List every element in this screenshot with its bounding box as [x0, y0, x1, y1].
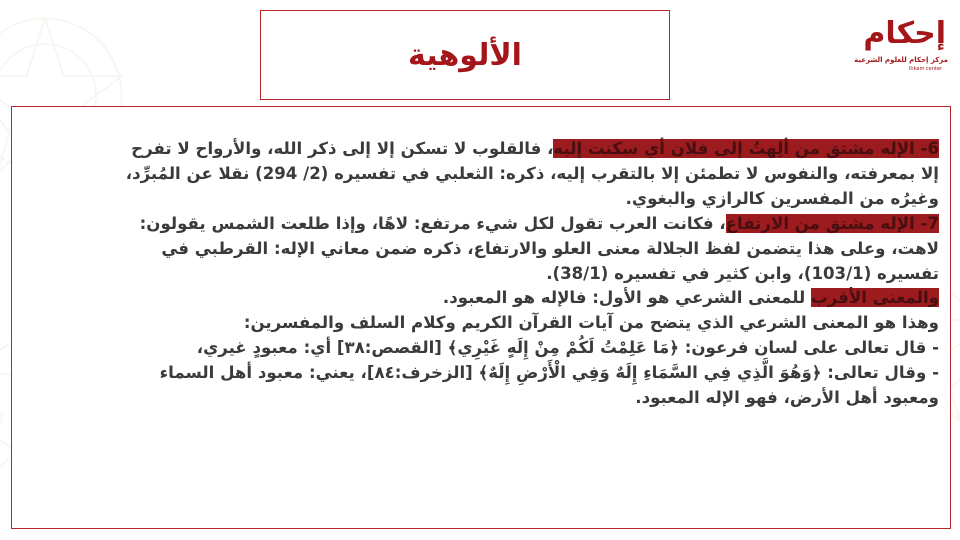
line-text: إلا بمعرفته، والنفوس لا تطمئن إلا بالتقرب إليه، ذكره: الثعلبي في تفسيره (2/ 294) نقلا عن المُبرِّد،: [125, 163, 939, 183]
content-line: [23, 162, 939, 187]
line-text: ، فكانت العرب تقول لكل شيء مرتفع: لاهًا، وإذا طلعت الشمس يقولون:: [139, 213, 726, 233]
content-line: [23, 286, 939, 311]
highlighted-phrase: والمعنى الأقرب: [811, 288, 939, 308]
line-text: وهذا هو المعنى الشرعي الذي يتضح من آيات القرآن الكريم وكلام السلف والمفسرين:: [243, 313, 939, 333]
content-text: [23, 137, 939, 411]
line-text: ، فالقلوب لا تسكن إلا إلى ذكر الله، والأرواح لا تفرح: [131, 139, 554, 158]
highlighted-phrase: 6- الإله مشتق من ألِهتُ إلى فلان أي سكنت إليه: [553, 139, 939, 158]
line-text: لاهت، وعلى هذا يتضمن لفظ الجلالة معنى العلو والارتفاع، ذكره ضمن معاني الإله: القرطبي في: [161, 238, 939, 258]
line-text: - وقال تعالى: ﴿وَهُوَ الَّذِي فِي السَّمَاءِ إِلَهٌ وَفِي الْأَرْضِ إِلَهٌ﴾ [الزخرف:٨٤]، يعني: معبود أهل السماء: [159, 363, 939, 383]
content-line: [23, 336, 939, 361]
slide-title-box: [260, 10, 670, 100]
content-line: [23, 237, 939, 262]
content-line: [23, 212, 939, 237]
content-line: [23, 311, 939, 336]
line-text: ومعبود أهل الأرض، فهو الإله المعبود.: [635, 388, 939, 408]
logo-subtitle: مركز إحكام للعلوم الشرعية: [854, 56, 948, 64]
line-text: وغيرُه من المفسرين كالرازي والبغوي.: [625, 188, 939, 208]
logo-wordmark: إحكام: [863, 16, 946, 51]
logo: [854, 14, 952, 76]
content-line: [23, 361, 939, 386]
line-text: تفسيره (103/1)، وابن كثير في تفسيره (38/1).: [546, 263, 939, 283]
slide-title: الألوهية: [408, 37, 522, 73]
line-text: للمعنى الشرعي هو الأول: فالإله هو المعبود.: [442, 288, 812, 308]
content-line: [23, 187, 939, 212]
logo-tagline: Ihkam center: [908, 66, 942, 72]
line-text: - قال تعالى على لسان فرعون: ﴿مَا عَلِمْتُ لَكُمْ مِنْ إِلَهٍ غَيْرِي﴾ [القصص:٣٨] أي: معبودٍ غيري،: [196, 338, 939, 358]
highlighted-phrase: 7- الإله مشتق من الارتفاع: [725, 213, 939, 233]
content-box: [11, 106, 951, 529]
content-line: [23, 386, 939, 411]
content-line: [23, 262, 939, 287]
content-line: [23, 137, 939, 162]
